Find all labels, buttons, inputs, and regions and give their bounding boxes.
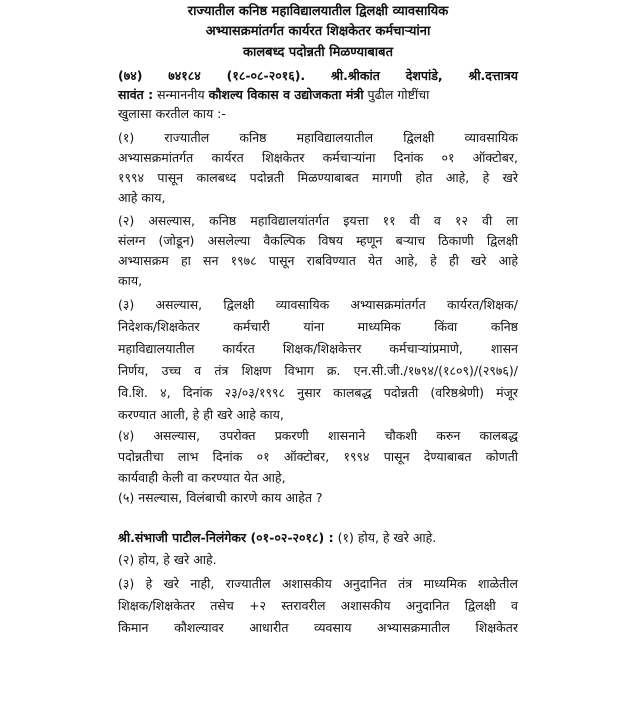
question-part-1-line: १९९४ पासून कालबध्द पदोन्नती मिळण्याबाबत मागणी होत आहे, हे खरे bbox=[118, 170, 518, 185]
question-part-3-line: (३) असल्यास, द्विलक्षी व्यावसायिक अभ्यासक्रमांतर्गत कार्यरत/शिक्षक/ bbox=[118, 297, 518, 312]
question-number: (७४) bbox=[118, 68, 143, 83]
question-part-2-line: काय, bbox=[118, 273, 143, 288]
question-part-4-line: (४) असल्यास, उपरोक्त प्रकरणी शासनाने चौकशी करुन कालबद्ध bbox=[118, 428, 518, 443]
answer-part-3-line: शिक्षक/शिक्षकेतर तसेच +२ स्तरावरील अशासकीय अनुदानित द्विलक्षी व bbox=[118, 598, 518, 613]
question-member-1-surname: देशपांडे, bbox=[405, 68, 443, 83]
question-id: ७४१८४ bbox=[168, 68, 201, 83]
document-title-line-2: अभ्यासक्रमांतर्गत कार्यरत शिक्षकेतर कर्मचाऱ्यांना bbox=[205, 24, 431, 39]
question-part-4-line: पदोन्नतीचा लाभ दिनांक ०१ ऑक्टोबर, १९९४ पासून देण्याबाबत कोणती bbox=[118, 449, 518, 464]
question-member-2-surname: सावंत : bbox=[118, 87, 154, 102]
question-intro-line-2: खुलासा करतील काय :- bbox=[118, 106, 226, 121]
question-part-1-line: (१) राज्यातील कनिष्ठ महाविद्यालयातील द्विलक्षी व्यावसायिक bbox=[118, 130, 518, 145]
question-part-4-line: कार्यवाही केली वा करण्यात येत आहे, bbox=[118, 470, 286, 485]
question-header-line bbox=[118, 67, 518, 85]
question-date: (१८-०८-२०१६). bbox=[226, 68, 306, 83]
question-member-1: श्री.श्रीकांत bbox=[331, 68, 380, 83]
question-part-1-line: अभ्यासक्रमांतर्गत कार्यरत शिक्षकेतर कर्मचाऱ्यांना दिनांक ०१ ऑक्टोबर, bbox=[118, 150, 518, 165]
document-title-line-3: कालबध्द पदोन्नती मिळण्याबाबत bbox=[243, 45, 393, 60]
answer-part-3-line: (३) हे खरे नाही, राज्यातील अशासकीय अनुदानित तंत्र माध्यमिक शाळेतील bbox=[118, 576, 518, 591]
question-part-3-line: महाविद्यालयातील कार्यरत शिक्षक/शिक्षकेत्तर कर्मचाऱ्यांप्रमाणे, शासन bbox=[118, 341, 518, 356]
answer-minister: श्री.संभाजी पाटील-निलंगेकर (०१-०२-२०१८) : bbox=[118, 530, 334, 545]
answer-part-2: (२) होय, हे खरे आहे. bbox=[118, 552, 217, 567]
question-part-3-line: करण्यात आली, हे ही खरे आहे काय, bbox=[118, 407, 284, 422]
question-part-3-line: निर्णय, उच्च व तंत्र शिक्षण विभाग क्र. एन.सी.जी./१७९४/(१८०९)/(२९७६)/ bbox=[118, 363, 518, 378]
question-intro-line bbox=[118, 86, 518, 104]
question-part-2-line: अभ्यासक्रम हा सन १९७८ पासून राबविण्यात येत आहे, हे ही खरे आहे bbox=[118, 253, 518, 268]
question-intro-text-b: पुढील गोष्टींचा bbox=[367, 87, 430, 102]
question-part-3-line: निदेशक/शिक्षकेतर कर्मचारी यांना माध्यमिक किंवा कनिष्ठ bbox=[118, 319, 518, 334]
question-minister: कौशल्य विकास व उद्योजकता मंत्री bbox=[208, 87, 364, 102]
answer-part-3-line: किमान कौशल्यावर आधारीत व्यवसाय अभ्यासक्रमातील शिक्षकेतर bbox=[118, 620, 518, 635]
question-part-5-line: (५) नसल्यास, विलंबाची कारणे काय आहेत ? bbox=[118, 490, 323, 505]
question-part-1-line: आहे काय, bbox=[118, 190, 166, 205]
document-title-line-1: राज्यातील कनिष्ठ महाविद्यालयातील द्विलक्षी व्यावसायिक bbox=[187, 4, 449, 19]
question-part-3-line: वि.शि. ४, दिनांक २३/०३/१९९८ नुसार कालबद्ध पदोन्नती (वरिष्ठश्रेणी) मंजूर bbox=[118, 385, 518, 400]
question-member-2: श्री.दत्तात्रय bbox=[468, 68, 518, 83]
answer-header-line bbox=[118, 529, 518, 547]
question-part-2-line: संलग्न (जोडून) असलेल्या वैकल्पिक विषय म्हणून बऱ्याच ठिकाणी द्विलक्षी bbox=[118, 233, 518, 248]
answer-part-1: (१) होय, हे खरे आहे. bbox=[337, 530, 437, 545]
question-part-2-line: (२) असल्यास, कनिष्ठ महाविद्यालयांतर्गत इयत्ता ११ वी व १२ वी ला bbox=[118, 213, 518, 228]
question-intro-text-a: सन्माननीय bbox=[157, 87, 205, 102]
